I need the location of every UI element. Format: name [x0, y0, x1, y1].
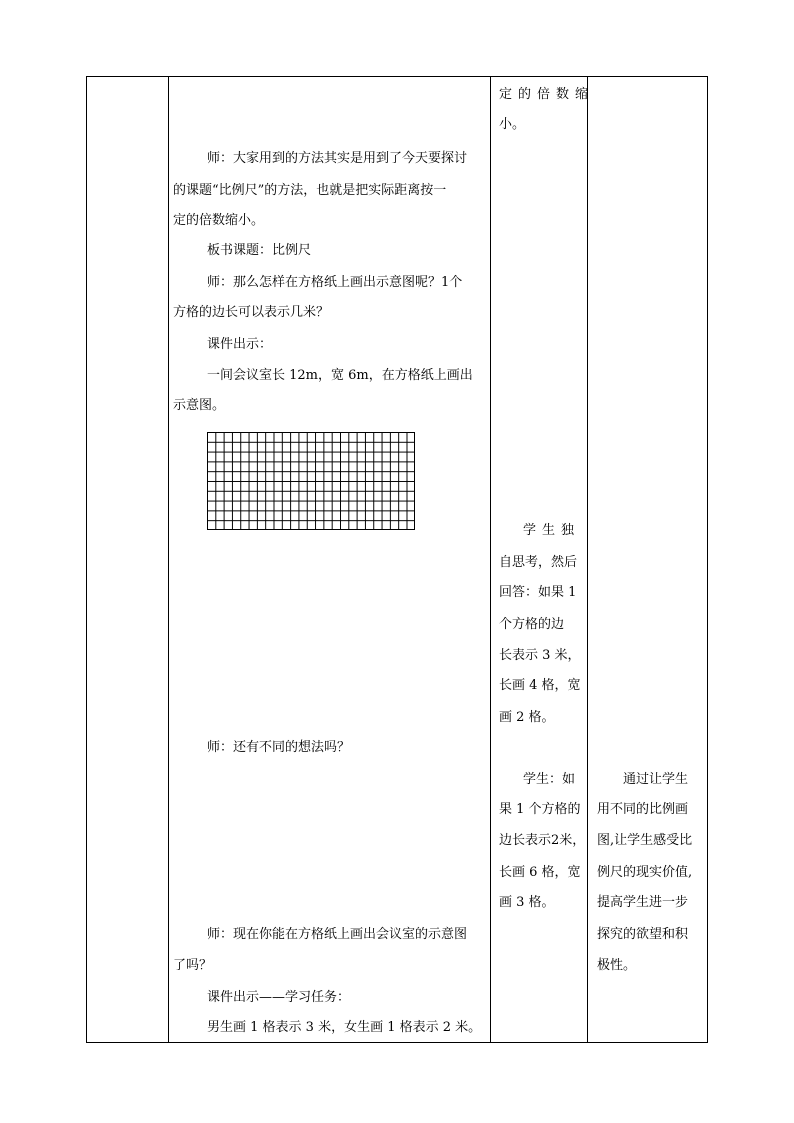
text-line: 长画 6 格，宽 [499, 865, 581, 880]
text-line: 通过让学生 [623, 772, 689, 787]
text-line: 课件出示： [207, 337, 273, 352]
text-line: 例尺的现实价值, [597, 865, 693, 880]
text-line: 定的倍数缩 [499, 87, 595, 102]
text-line: 回答：如果 1 [499, 585, 577, 600]
text-line: 示意图。 [173, 398, 226, 413]
text-line: 用不同的比例画 [597, 802, 689, 817]
text-line: 画 3 格。 [499, 895, 555, 910]
text-line: 边长表示2米， [499, 833, 586, 848]
text-line: 长画 4 格，宽 [499, 678, 581, 693]
text-line: 学生：如 [523, 772, 576, 787]
text-line: 师：还有不同的想法吗？ [207, 740, 351, 755]
text-line: 了吗？ [173, 958, 213, 973]
text-line: 男生画 1 格表示 3 米，女生画 1 格表示 2 米。 [207, 1020, 482, 1035]
text-line: 探究的欲望和积 [597, 927, 689, 942]
text-line: 定的倍数缩小。 [173, 213, 265, 228]
text-line: 画 2 格。 [499, 710, 555, 725]
text-line: 师：大家用到的方法其实是用到了今天要探讨 [207, 151, 468, 166]
text-line: 一间会议室长 12m，宽 6m，在方格纸上画出 [207, 368, 473, 383]
column-divider [168, 77, 169, 1042]
column-divider [490, 77, 491, 1042]
text-line: 极性。 [597, 958, 637, 973]
text-line: 师：那么怎样在方格纸上画出示意图呢？1个 [207, 275, 463, 290]
lesson-table [86, 76, 708, 1043]
text-line: 图,让学生感受比 [597, 833, 693, 848]
text-line: 师：现在你能在方格纸上画出会议室的示意图 [207, 927, 468, 942]
text-line: 板书课题：比例尺 [207, 243, 312, 258]
text-line: 的课题“比例尺”的方法，也就是把实际距离按一 [173, 183, 447, 198]
text-line: 提高学生进一步 [597, 895, 689, 910]
text-line: 学生独 [523, 523, 581, 538]
text-line: 自思考，然后 [499, 555, 578, 570]
text-line: 小。 [499, 117, 526, 132]
text-line: 课件出示——学习任务： [207, 990, 351, 1005]
text-line: 果 1 个方格的 [499, 802, 581, 817]
grid-paper [207, 432, 415, 530]
text-line: 长表示 3 米， [499, 648, 581, 663]
text-line: 方格的边长可以表示几米？ [173, 305, 330, 320]
column-divider [587, 77, 588, 1042]
text-line: 个方格的边 [499, 617, 565, 632]
